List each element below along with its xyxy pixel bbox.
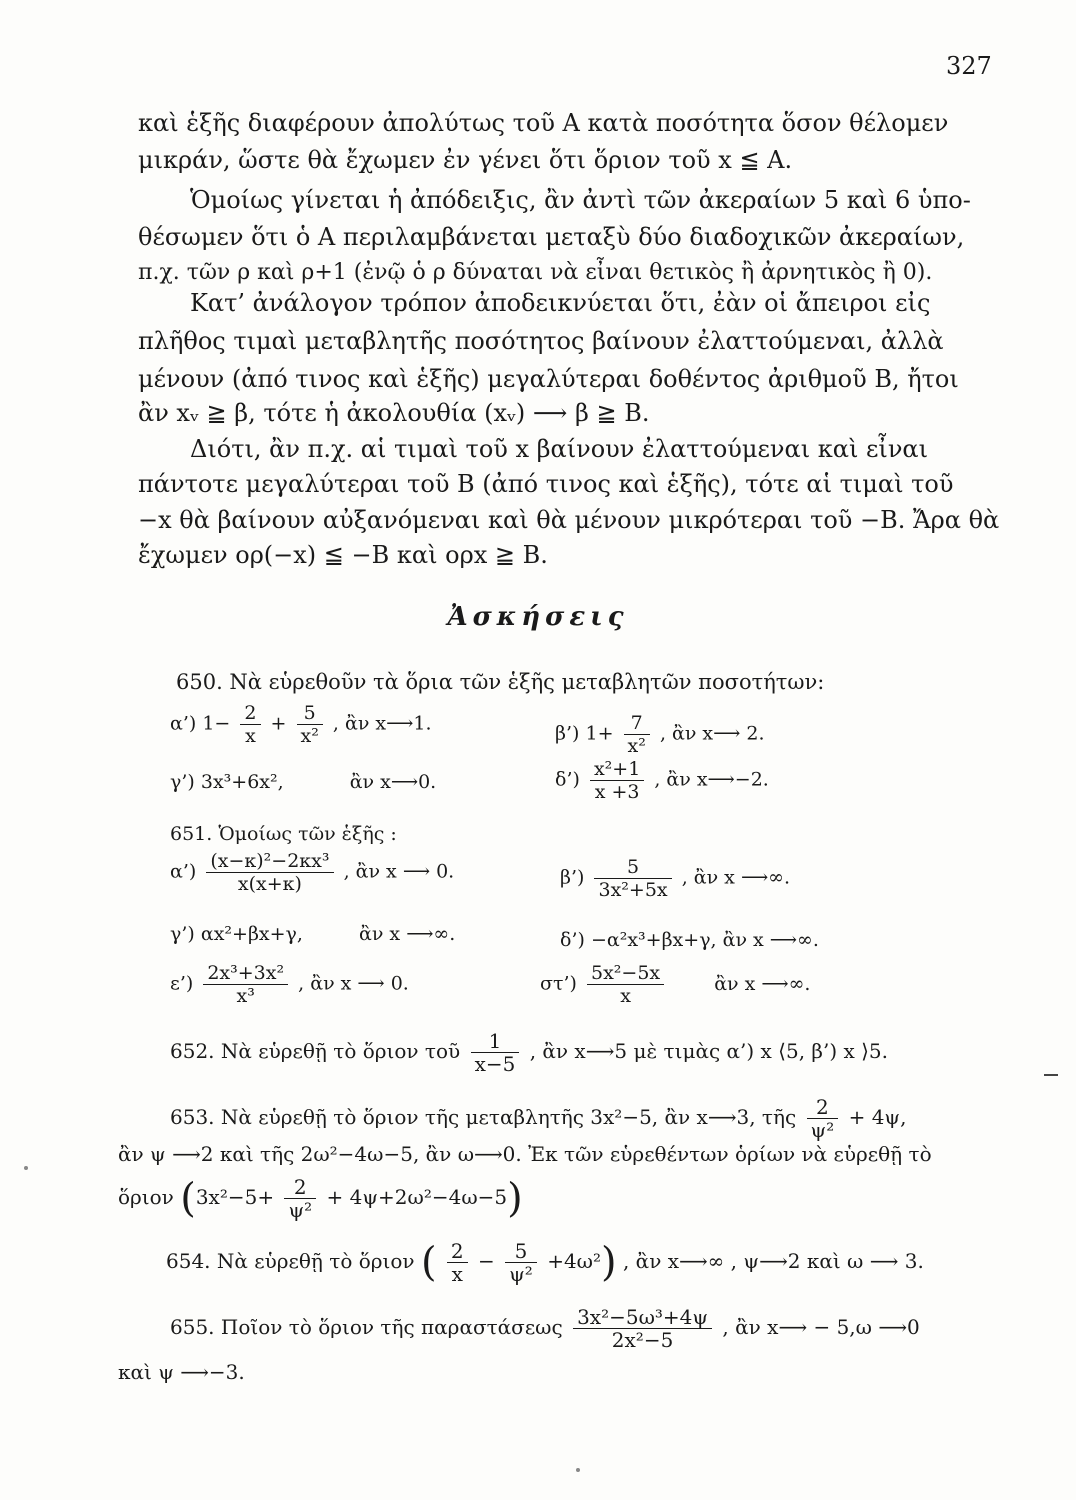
fraction — [807, 1096, 839, 1141]
denominator: 3x²+5x — [598, 879, 668, 901]
exercise-651-e — [170, 962, 409, 1007]
numerator: 1 — [471, 1030, 520, 1053]
condition: ἂν x ⟶∞. — [714, 972, 811, 995]
numerator: 2x³+3x² — [203, 962, 288, 985]
condition: ἂν x⟶0. — [349, 771, 437, 793]
operator: + — [270, 712, 287, 735]
exercise-651-f — [540, 962, 810, 1007]
section-heading: Ἀσκήσεις — [447, 602, 629, 632]
paragraph-line: ἂν xᵥ ≧ β, τότε ἡ ἀκολουθία (xᵥ) ⟶ β ≧ B. — [138, 399, 650, 427]
paragraph-line: θέσωμεν ὅτι ὁ Α περιλαμβάνεται μεταξὺ δύο διαδοχικῶν ἀκεραίων, — [138, 223, 965, 251]
paragraph-line: Κατ’ ἀνάλογον τρόπον ἀποδεικνύεται ὅτι, ἐὰν οἱ ἄπειροι εἰς — [190, 289, 931, 317]
exercise-651-intro: 651. Ὁμοίως τῶν ἑξῆς : — [170, 823, 397, 845]
exercise-655-line2: καὶ ψ ⟶−3. — [118, 1360, 245, 1384]
condition: , ἂν x⟶ 2. — [659, 722, 765, 745]
numerator: 5 — [594, 856, 671, 879]
paragraph-line: μικράν, ὥστε θὰ ἔχωμεν ἐν γένει ὅτι ὅριον τοῦ x ≦ A. — [138, 146, 793, 174]
numerator: 2 — [447, 1240, 468, 1263]
numerator: 2 — [807, 1096, 839, 1119]
paragraph-line: μένουν (ἀπό τινος καὶ ἑξῆς) μεγαλύτεραι δοθέντος ἀριθμοῦ Β, ἤτοι — [138, 365, 959, 393]
numerator: 2 — [240, 702, 260, 725]
exercise-653-line1 — [170, 1096, 906, 1141]
text: 653. Νὰ εὑρεθῇ τὸ ὅριον τῆς μεταβλητῆς 3x²−5, ἂν x⟶3, τῆς — [170, 1105, 797, 1129]
exercise-652 — [170, 1030, 888, 1075]
paragraph-line: −x θὰ βαίνουν αὐξανόμεναι καὶ θὰ μένουν μικρότεραι τοῦ −Β. Ἄρα θὰ — [138, 506, 1000, 534]
scan-speck — [24, 1166, 28, 1170]
operator: − — [478, 1249, 495, 1273]
expr: −α²x³+βx+γ, ἂν x ⟶∞. — [590, 929, 819, 951]
page-number: 327 — [946, 52, 992, 80]
label: β’) — [560, 866, 585, 889]
expr: 1+ — [585, 722, 614, 745]
numerator: 7 — [624, 712, 650, 735]
text: + 4ψ, — [848, 1105, 907, 1129]
label: β’) — [555, 722, 580, 745]
denominator: x — [245, 725, 256, 747]
denominator: x² — [627, 735, 646, 757]
label: δ’) — [555, 768, 580, 791]
fraction — [206, 850, 333, 895]
denominator: ψ² — [288, 1198, 313, 1222]
fraction — [624, 712, 650, 757]
text: , ἂν x⟶ − 5,ω ⟶0 — [722, 1315, 920, 1339]
scan-speck — [576, 1468, 580, 1472]
condition: , ἂν x ⟶ 0. — [343, 860, 455, 883]
denominator: x−5 — [474, 1052, 516, 1076]
fraction — [505, 1240, 537, 1285]
denominator: x² — [300, 725, 319, 747]
expr: 3x²−5+ — [195, 1185, 275, 1209]
fraction — [203, 962, 288, 1007]
exercise-653-line3 — [118, 1176, 523, 1221]
text: 654. Νὰ εὑρεθῇ τὸ ὅριον — [166, 1249, 415, 1273]
paragraph-line: Ὁμοίως γίνεται ἡ ἀπόδειξις, ἂν ἀντὶ τῶν ἀκεραίων 5 καὶ 6 ὑπο- — [190, 186, 971, 214]
numerator: 3x²−5ω³+4ψ — [573, 1306, 712, 1329]
text: , ἂν x⟶∞ , ψ⟶2 καὶ ω ⟶ 3. — [622, 1249, 924, 1273]
denominator: ψ² — [810, 1118, 835, 1142]
label: δ’) — [560, 929, 585, 951]
expr: 3x³+6x², — [200, 771, 284, 793]
paragraph-line: πλῆθος τιμαὶ μεταβλητῆς ποσότητος βαίνουν ἐλαττούμεναι, ἀλλὰ — [138, 327, 944, 355]
paragraph-line: π.χ. τῶν ρ καὶ ρ+1 (ἐνῷ ὁ ρ δύναται νὰ εἶναι θετικὸς ἢ ἀρνητικὸς ἢ 0). — [138, 260, 933, 285]
fraction — [297, 702, 323, 747]
denominator: x³ — [236, 985, 255, 1007]
label: α’) — [170, 712, 197, 735]
text: 652. Νὰ εὑρεθῇ τὸ ὅριον τοῦ — [170, 1039, 461, 1063]
paragraph-line: καὶ ἑξῆς διαφέρουν ἀπολύτως τοῦ Α κατὰ ποσότητα ὅσον θέλομεν — [138, 109, 949, 137]
condition: ἂν x ⟶∞. — [359, 923, 456, 945]
exercise-651-a — [170, 850, 454, 895]
expr: αx²+βx+γ, — [200, 923, 303, 945]
fraction — [284, 1176, 316, 1221]
expr: +4ω² — [547, 1249, 601, 1273]
fraction — [590, 758, 644, 803]
condition: , ἂν x ⟶∞. — [681, 866, 791, 889]
text: ὅριον — [118, 1185, 174, 1209]
numerator: 5 — [297, 702, 323, 725]
condition: , ἂν x⟶1. — [332, 712, 432, 735]
label: α’) — [170, 860, 197, 883]
exercise-651-c — [170, 922, 455, 946]
numerator: 5x²−5x — [587, 962, 664, 985]
exercise-651-b — [560, 856, 790, 901]
exercise-653-line2: ἂν ψ ⟶2 καὶ τῆς 2ω²−4ω−5, ἂν ω⟶0. Ἐκ τῶν εὑρεθέντων ὁρίων νὰ εὑρεθῇ τὸ — [118, 1142, 932, 1166]
fraction — [573, 1306, 712, 1351]
scan-mark — [1044, 1074, 1058, 1076]
numerator: 2 — [284, 1176, 316, 1199]
fraction — [594, 856, 671, 901]
paragraph-line: Διότι, ἂν π.χ. αἱ τιμαὶ τοῦ x βαίνουν ἐλαττούμεναι καὶ εἶναι — [190, 435, 929, 463]
fraction — [471, 1030, 520, 1075]
expr: + 4ψ+2ω²−4ω−5 — [326, 1185, 508, 1209]
open-paren: ( — [180, 1175, 196, 1222]
exercise-651-d — [560, 928, 819, 952]
exercise-654 — [166, 1240, 924, 1285]
condition: , ἂν x⟶−2. — [654, 768, 769, 791]
fraction — [447, 1240, 468, 1285]
label: ε’) — [170, 972, 194, 995]
label: γ’) — [170, 771, 195, 793]
exercise-650-intro: 650. Νὰ εὑρεθοῦν τὰ ὅρια τῶν ἑξῆς μεταβλητῶν ποσοτήτων: — [176, 670, 825, 694]
close-paren: ) — [507, 1175, 523, 1222]
numerator: (x−κ)²−2κx³ — [206, 850, 333, 873]
denominator: x — [451, 1262, 463, 1286]
exercise-650-c — [170, 770, 436, 794]
exercise-650-b — [555, 712, 765, 757]
exercise-650-a — [170, 702, 432, 747]
exercise-655-line1 — [170, 1306, 920, 1351]
denominator: x +3 — [594, 781, 640, 803]
paragraph-line: ἔχωμεν ορ(−x) ≦ −B καὶ ορx ≧ B. — [138, 541, 548, 569]
expr: 1− — [202, 712, 231, 735]
condition: , ἂν x ⟶ 0. — [298, 972, 409, 995]
denominator: ψ² — [509, 1262, 533, 1286]
fraction — [587, 962, 664, 1007]
denominator: x — [620, 985, 631, 1007]
numerator: x²+1 — [590, 758, 644, 781]
close-paren: ) — [601, 1239, 617, 1286]
fraction — [240, 702, 260, 747]
exercise-650-d — [555, 758, 769, 803]
open-paren: ( — [420, 1239, 437, 1286]
denominator: 2x²−5 — [611, 1328, 674, 1352]
text: 655. Ποῖον τὸ ὅριον τῆς παραστάσεως — [170, 1315, 563, 1339]
label: γ’) — [170, 923, 195, 945]
denominator: x(x+κ) — [237, 873, 302, 895]
label: στ’) — [540, 972, 577, 995]
text: , ἂν x⟶5 μὲ τιμὰς α’) x ⟨5, β’) x ⟩5. — [529, 1039, 889, 1063]
paragraph-line: πάντοτε μεγαλύτεραι τοῦ Β (ἀπό τινος καὶ ἑξῆς), τότε αἱ τιμαὶ τοῦ — [138, 470, 954, 498]
numerator: 5 — [505, 1240, 537, 1263]
